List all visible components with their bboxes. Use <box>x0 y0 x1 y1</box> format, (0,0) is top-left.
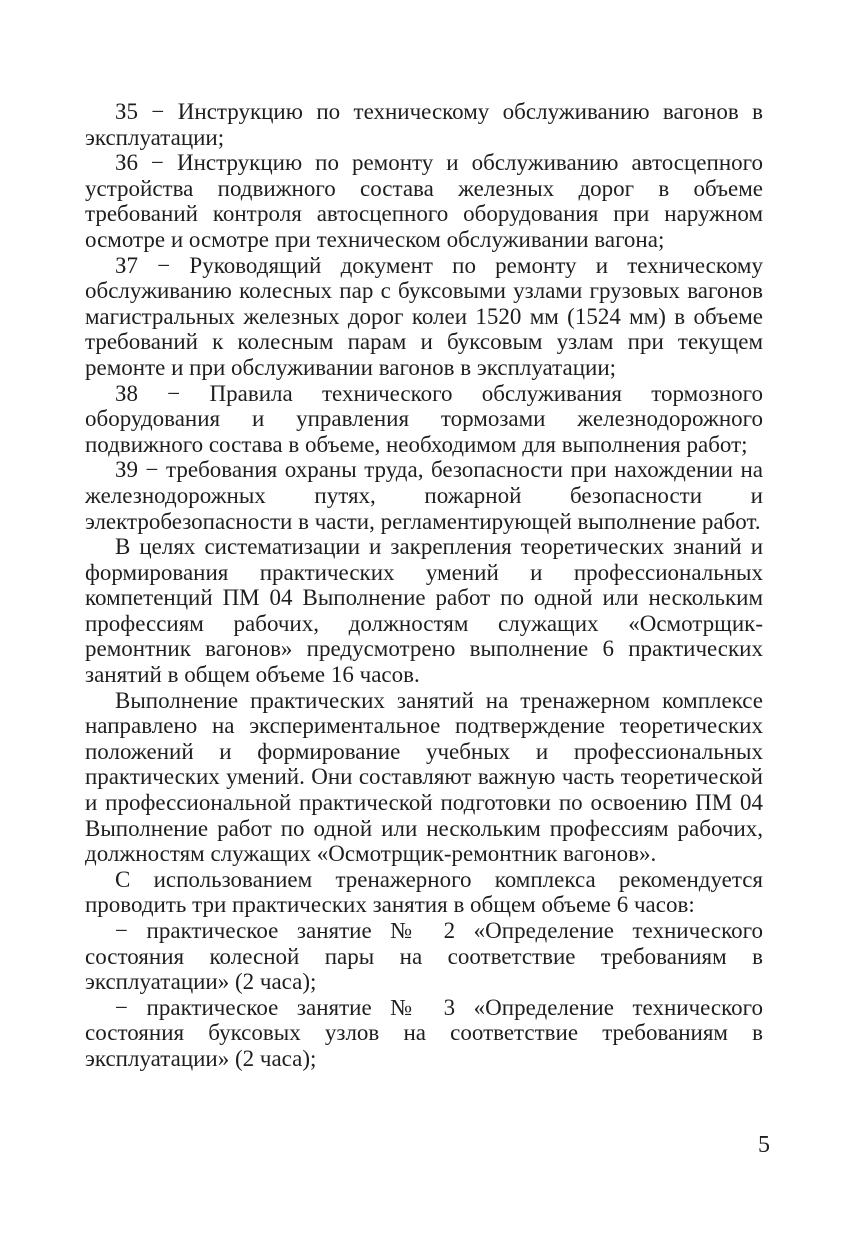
paragraph-z7: З7 − Руководящий документ по ремонту и техническому обслуживанию колесных пар с буксовыми узлами грузовых вагонов магистральных железных дорог колеи 1520 мм (1524 мм) в объеме требований к колесным парам и буксовым узлам при текущем ремонте и при обслуживании вагонов в эксплуатации; <box>85 252 763 380</box>
paragraph-z8: З8 − Правила технического обслуживания тормозного оборудования и управления тормозами железнодорожного подвижного состава в объеме, необходимом для выполнения работ; <box>85 380 763 457</box>
list-item-practice-3: − практическое занятие № 3 «Определение технического состояния буксовых узлов на соответствие требованиям в эксплуатации» (2 часа); <box>85 994 763 1071</box>
body-text <box>85 99 763 1072</box>
paragraph-z9: З9 − требования охраны труда, безопасности при нахождении на железнодорожных путях, пожарной безопасности и электробезопасности в части, регламентирующей выполнение работ. <box>85 457 763 534</box>
paragraph-recommendation: С использованием тренажерного комплекса рекомендуется проводить три практических занятия в общем объеме 6 часов: <box>85 866 763 918</box>
paragraph-systematization: В целях систематизации и закрепления теоретических знаний и формирования практических умений и профессиональных компетенций ПМ 04 Выполнение работ по одной или нескольким профессиям рабочих, должностям служащих «Осмотрщик-ремонтник вагонов» предусмотрено выполнение 6 практических занятий в общем объеме 16 часов. <box>85 534 763 688</box>
paragraph-simulator-practice: Выполнение практических занятий на тренажерном комплексе направлено на экспериментальное подтверждение теоретических положений и формирование учебных и профессиональных практических умений. Они составляют важную часть теоретической и профессиональной практической подготовки по освоению ПМ 04 Выполнение работ по одной или нескольким профессиям рабочих, должностям служащих «Осмотрщик-ремонтник вагонов». <box>85 687 763 867</box>
paragraph-z6: З6 − Инструкцию по ремонту и обслуживанию автосцепного устройства подвижного состава железных дорог в объеме требований контроля автосцепного оборудования при наружном осмотре и осмотре при техническом обслуживании вагона; <box>85 150 763 252</box>
paragraph-z5: З5 − Инструкцию по техническому обслуживанию вагонов в эксплуатации; <box>85 99 763 150</box>
page-number: 5 <box>758 1132 770 1158</box>
list-item-practice-2: − практическое занятие № 2 «Определение технического состояния колесной пары на соответствие требованиям в эксплуатации» (2 часа); <box>85 918 763 995</box>
